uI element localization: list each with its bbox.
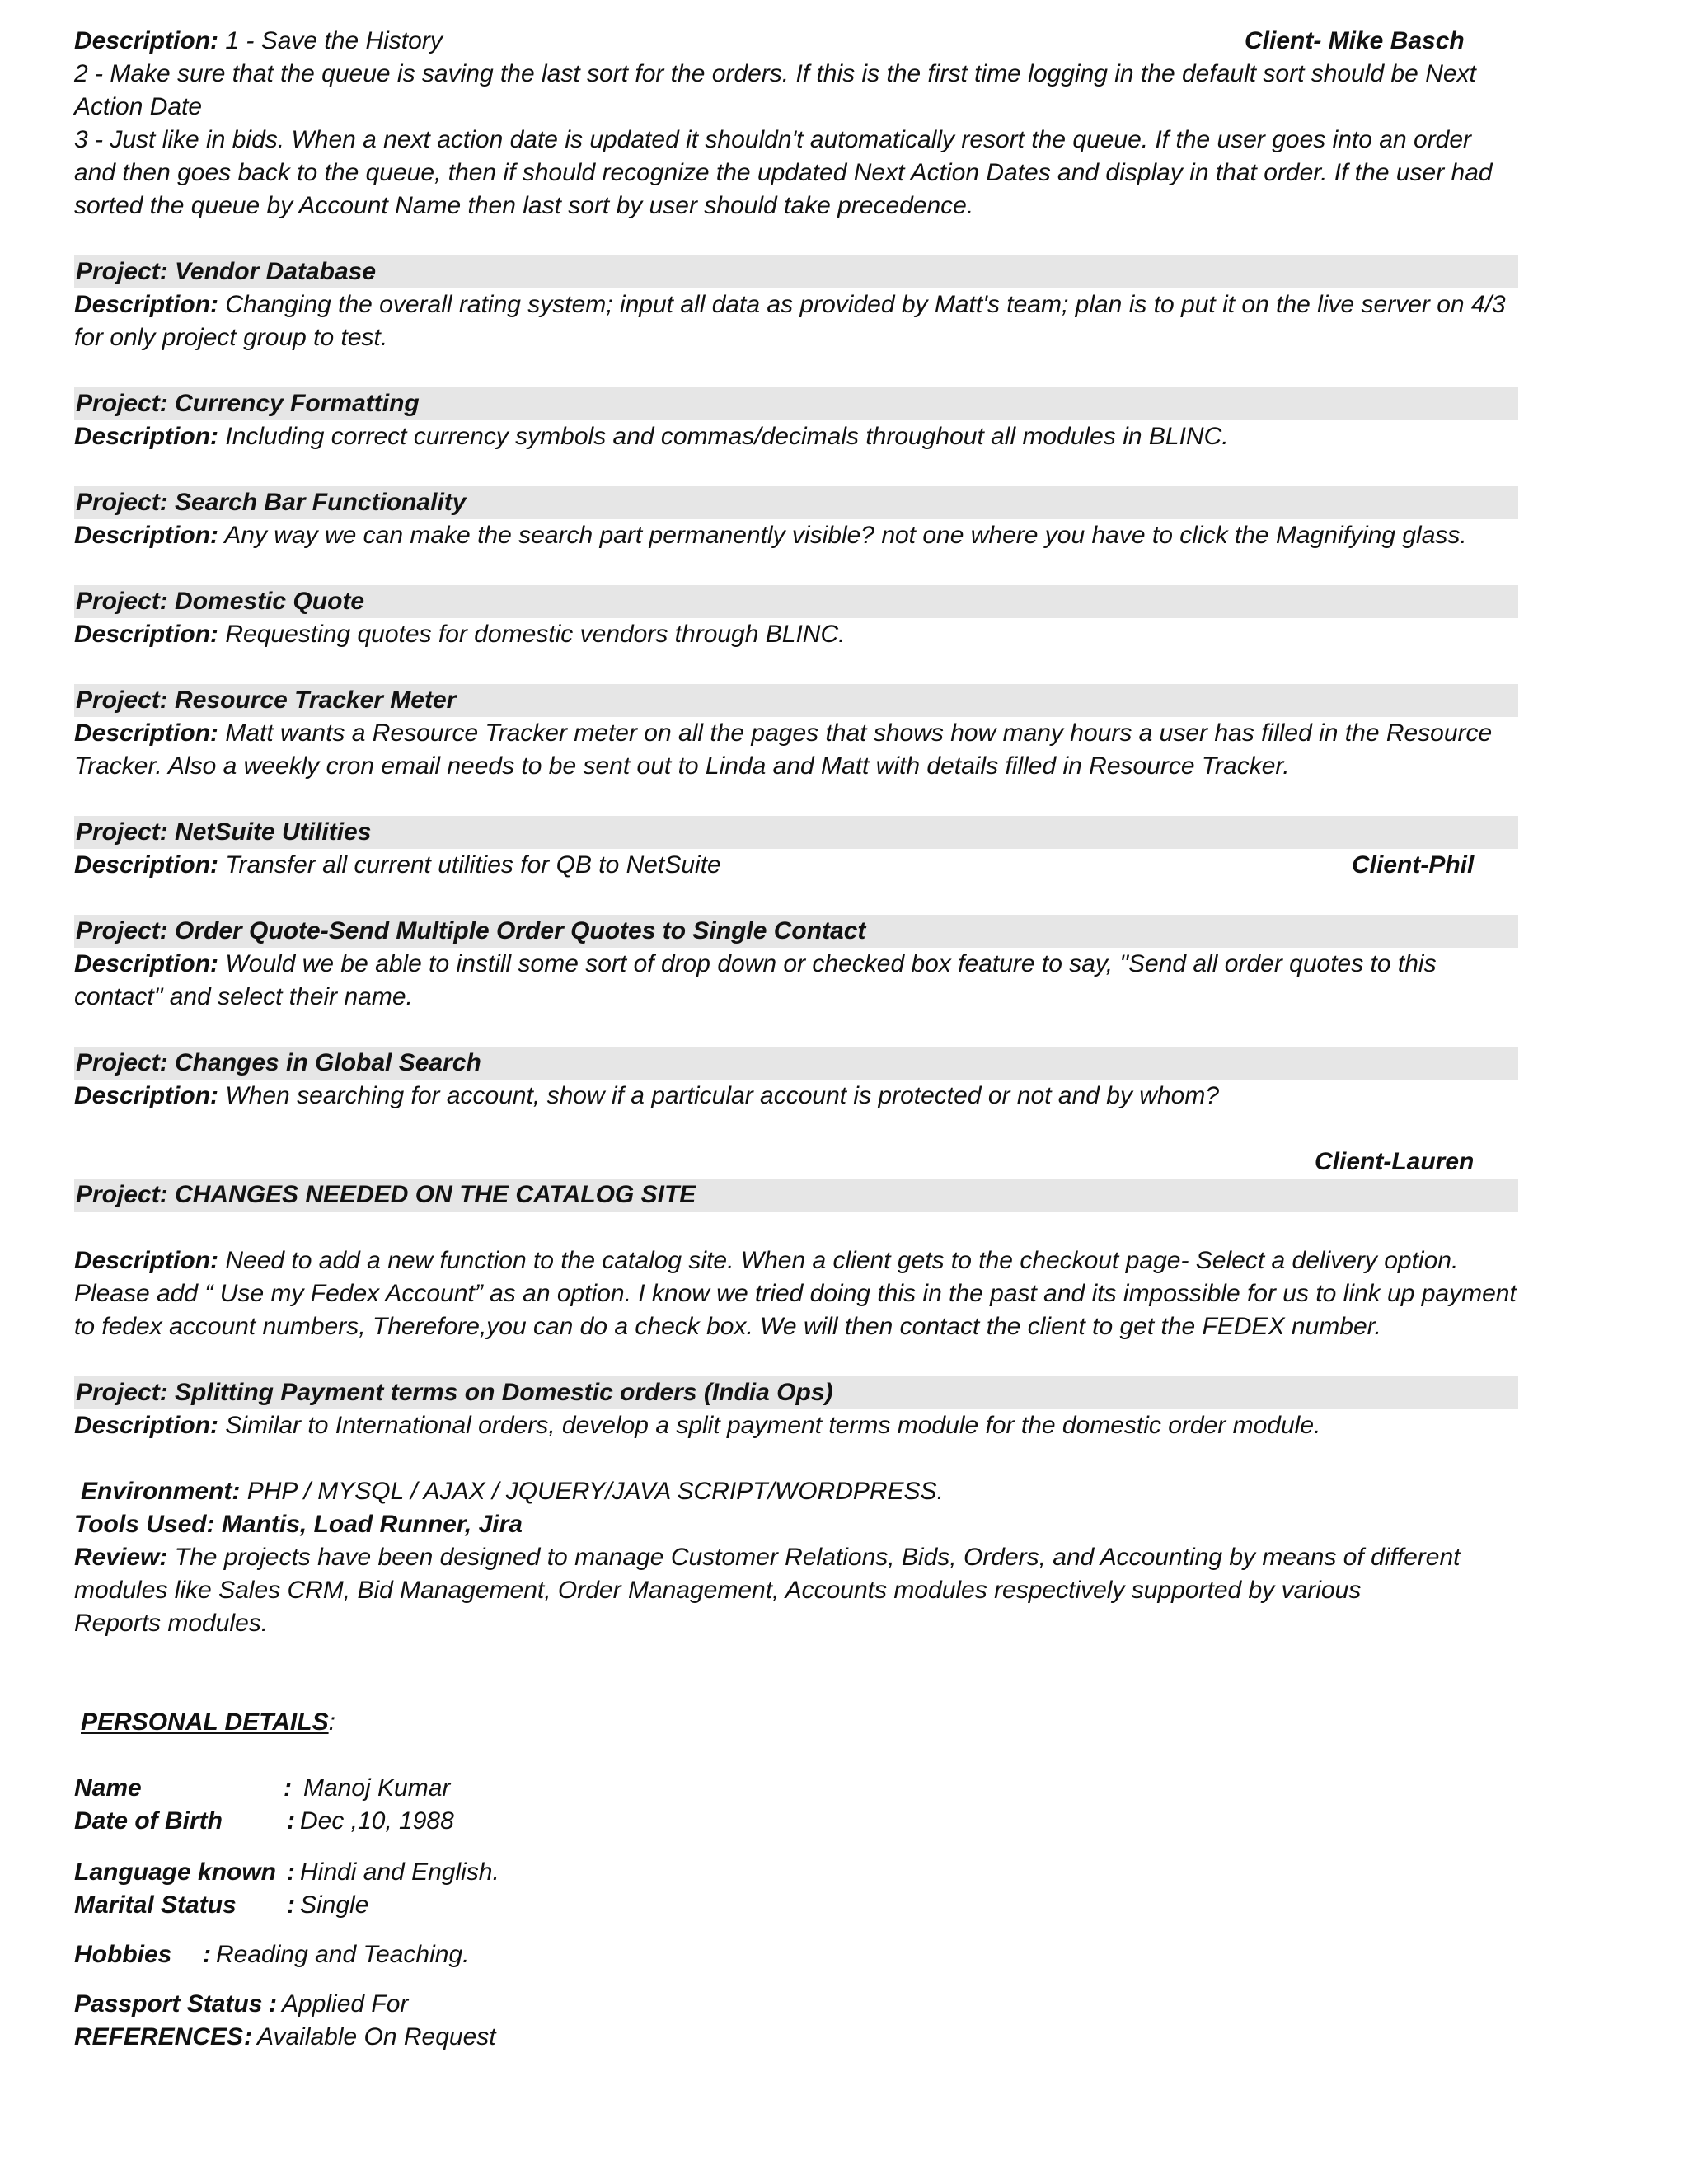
project-title: Project: NetSuite Utilities — [74, 816, 1518, 849]
pd-dob: Date of Birth : Dec ,10, 1988 — [74, 1807, 454, 1835]
client-lauren: Client-Lauren — [1315, 1148, 1475, 1175]
project-title: Project: Order Quote-Send Multiple Order Quotes to Single Contact — [74, 915, 1518, 948]
personal-heading: PERSONAL DETAILS: — [81, 1708, 335, 1736]
project-description: Description: Transfer all current utilities for QB to NetSuite Client-Phil — [74, 849, 1518, 882]
project-title: Project: Currency Formatting — [74, 387, 1518, 420]
pd-hobbies: Hobbies : Reading and Teaching. — [74, 1941, 470, 1968]
first-desc-line1: Description: 1 - Save the History — [74, 27, 443, 54]
first-desc-line2: 2 - Make sure that the queue is saving the last sort for the orders. If this is the first time logging in the default sort should be Next Action Date — [74, 60, 1476, 120]
project-title: Project: CHANGES NEEDED ON THE CATALOG SITE — [74, 1179, 1518, 1212]
project-title: Project: Changes in Global Search — [74, 1047, 1518, 1080]
tools-line: Tools Used: Mantis, Load Runner, Jira — [74, 1511, 523, 1538]
project-description: Description: When searching for account, show if a particular account is protected or not and by whom? — [74, 1082, 1220, 1109]
pd-references: REFERENCES : Available On Request — [74, 2023, 496, 2050]
client-mike: Client- Mike Basch — [1245, 27, 1465, 54]
project-description: Description: Similar to International orders, develop a split payment terms module for the domestic order module. — [74, 1412, 1321, 1439]
project-title: Project: Search Bar Functionality — [74, 486, 1518, 519]
project-title: Project: Splitting Payment terms on Domestic orders (India Ops) — [74, 1376, 1518, 1409]
client-lauren-row — [74, 1146, 1518, 1179]
review-line-2: Reports modules. — [74, 1610, 269, 1637]
pd-passport: Passport Status : Applied For — [74, 1990, 409, 2018]
project-description: Description: Matt wants a Resource Tracker meter on all the pages that shows how many hours a user has filled in the Resource Tracker. Also a weekly cron email needs to be sent out to Linda and Matt with details filled in Resource Tracker. — [74, 719, 1493, 780]
resume-page — [74, 25, 1518, 2054]
review-line: Review: The projects have been designed to manage Customer Relations, Bids, Orders, and Accounting by means of different modules like Sales CRM, Bid Management, Order Management, Accounts modules respectively supported by various — [74, 1544, 1461, 1604]
project-title: Project: Resource Tracker Meter — [74, 684, 1518, 717]
project-title: Project: Domestic Quote — [74, 585, 1518, 618]
pd-language: Language known : Hindi and English. — [74, 1858, 499, 1886]
project-description: Description: Need to add a new function to the catalog site. When a client gets to the checkout page- Select a delivery option. Please add “ Use my Fedex Account” as an option. I know we tried doing this in the past and its impossible for us to link up payment to fedex account numbers, Therefore,you can do a check box. We will then contact the client to get the FEDEX number. — [74, 1247, 1517, 1340]
first-desc-line3: 3 - Just like in bids. When a next action date is updated it shouldn't automatically resort the queue. If the user goes into an order and then goes back to the queue, then if should recognize the updated Next Action Dates and display in that order. If the user had sorted the queue by Account Name then last sort by user should take precedence. — [74, 126, 1493, 219]
project-description: Description: Changing the overall rating system; input all data as provided by Matt's team; plan is to put it on the live server on 4/3 for only project group to test. — [74, 291, 1506, 351]
project-description: Description: Including correct currency symbols and commas/decimals throughout all modules in BLINC. — [74, 423, 1229, 450]
client-phil: Client-Phil — [1352, 851, 1475, 879]
environment-line: Environment: PHP / MYSQL / AJAX / JQUERY/JAVA SCRIPT/WORDPRESS. — [81, 1478, 944, 1505]
project-title: Project: Vendor Database — [74, 255, 1518, 288]
project-description: Description: Any way we can make the search part permanently visible? not one where you have to click the Magnifying glass. — [74, 522, 1467, 549]
first-description — [74, 25, 1518, 223]
pd-marital: Marital Status : Single — [74, 1891, 369, 1919]
project-description: Description: Requesting quotes for domestic vendors through BLINC. — [74, 621, 846, 648]
project-description: Description: Would we be able to instill some sort of drop down or checked box feature to say, "Send all order quotes to this contact" and select their name. — [74, 950, 1437, 1010]
pd-name: Name : Manoj Kumar — [74, 1774, 451, 1802]
